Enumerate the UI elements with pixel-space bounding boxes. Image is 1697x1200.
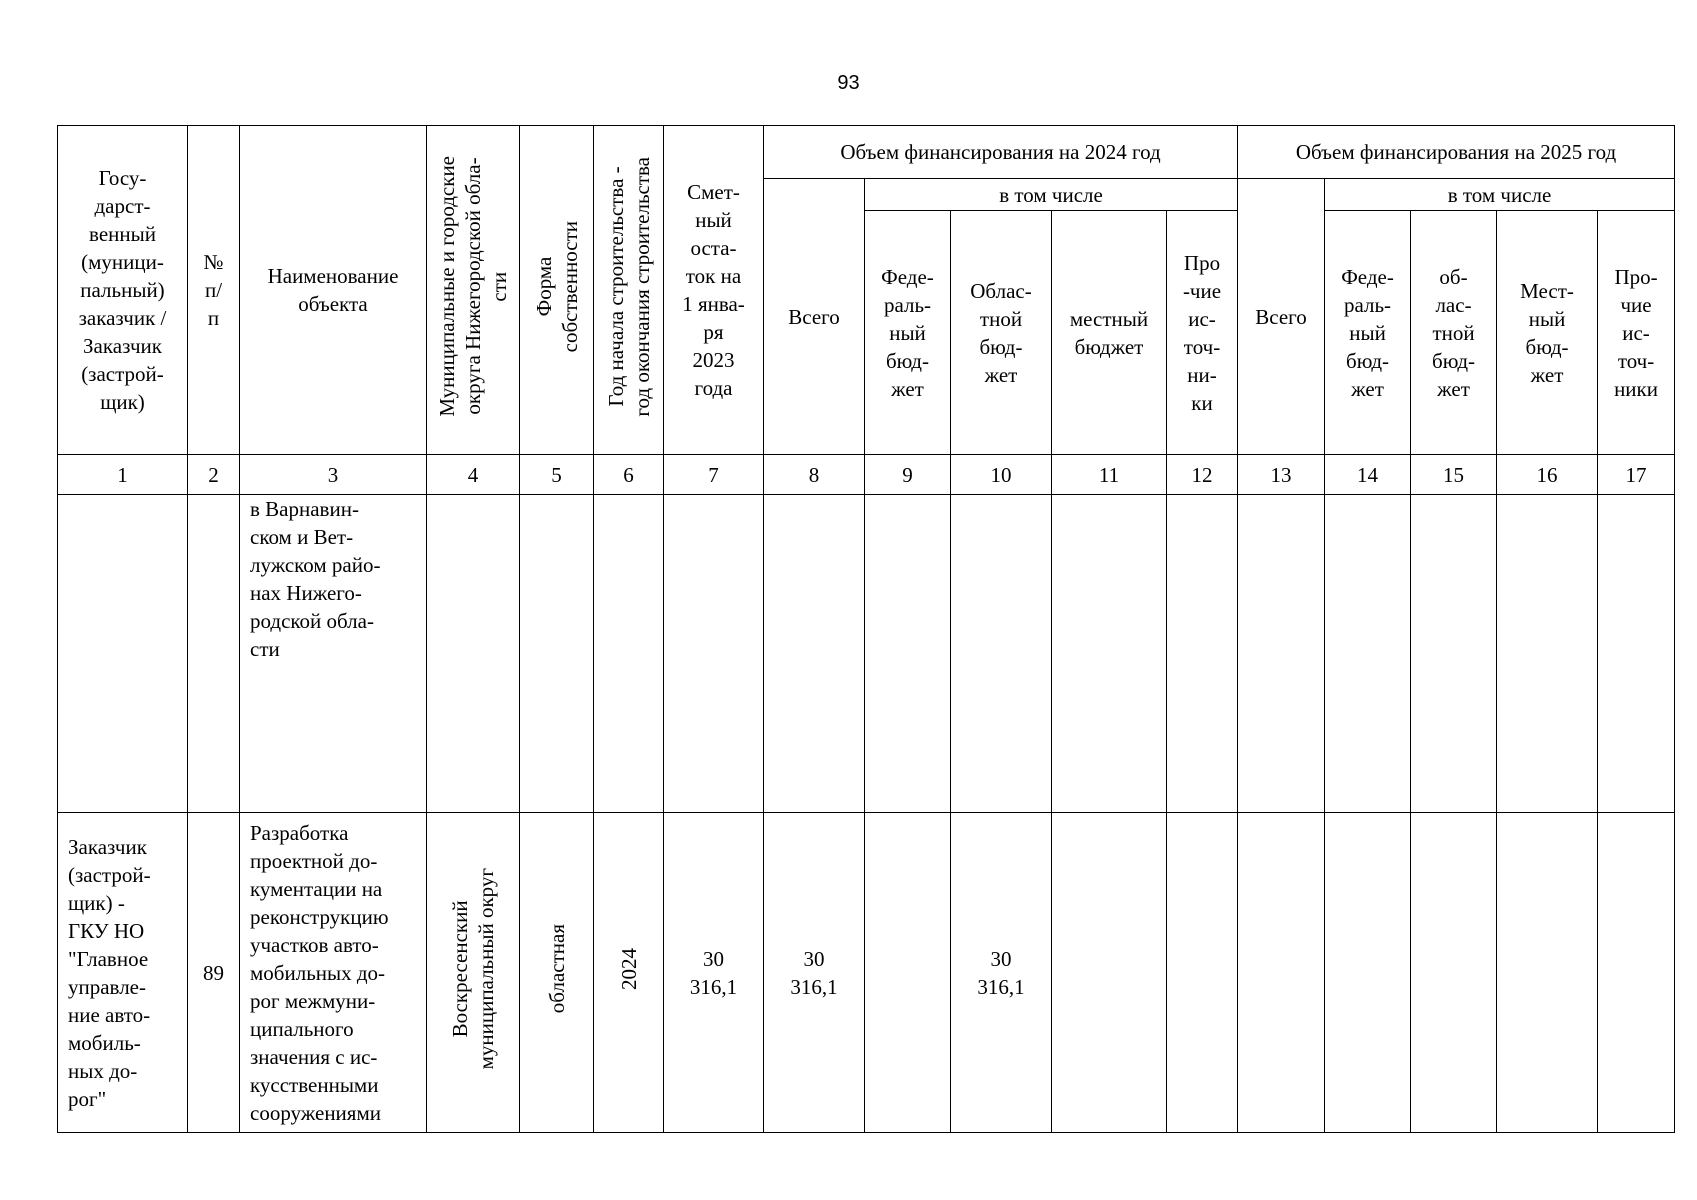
header-total-2025: Всего: [1238, 179, 1325, 455]
header-years-cell: [594, 126, 664, 455]
financing-table: [57, 125, 1675, 1133]
header-ownership-cell: [520, 126, 594, 455]
column-number-row: [58, 455, 1675, 495]
column-number: 5: [520, 455, 594, 495]
cell-municipal: Воскресенский муниципальный округ: [448, 868, 498, 1070]
cell-ownership: [520, 495, 594, 813]
column-number: 6: [594, 455, 664, 495]
header-total-2024: Всего: [764, 179, 865, 455]
cell-loc-2024: [1052, 495, 1167, 813]
cell-oth-2024: [1167, 813, 1238, 1133]
cell-estimate: 30 316,1: [664, 813, 764, 1133]
cell-customer: Заказчик (застрой- щик) - ГКУ НО "Главное управле- ние авто- мобиль- ных до- рог": [58, 813, 188, 1133]
column-number: 12: [1167, 455, 1238, 495]
header-oth-2025: Про- чие ис- точ- ники: [1598, 211, 1675, 455]
cell-years: [594, 495, 664, 813]
column-number: 16: [1497, 455, 1598, 495]
cell-oth-2025: [1598, 813, 1675, 1133]
cell-municipal: [427, 495, 520, 813]
column-number: 1: [58, 455, 188, 495]
column-number: 2: [188, 455, 240, 495]
header-years: Год начала строительства - год окончания строительства: [603, 156, 654, 417]
cell-fed-2024: [865, 813, 951, 1133]
column-number: 9: [865, 455, 951, 495]
cell-customer: [58, 495, 188, 813]
cell-num: 89: [188, 813, 240, 1133]
cell-ownership: областная: [544, 924, 569, 1014]
cell-total-2025: [1238, 813, 1325, 1133]
cell-fed-2025: [1325, 495, 1411, 813]
column-number: 10: [951, 455, 1052, 495]
header-fed-2025: Феде- раль- ный бюд- жет: [1325, 211, 1411, 455]
header-loc-2025: Мест- ный бюд- жет: [1497, 211, 1598, 455]
header-estimate: Смет- ный оста- ток на 1 янва- ря 2023 года: [664, 126, 764, 455]
column-number: 7: [664, 455, 764, 495]
header-loc-2024: местный бюджет: [1052, 211, 1167, 455]
column-number: 3: [240, 455, 427, 495]
header-fin-2025: Объем финансирования на 2025 год: [1238, 126, 1675, 179]
cell-total-2024: [764, 495, 865, 813]
cell-estimate: [664, 495, 764, 813]
cell-total-2025: [1238, 495, 1325, 813]
header-incl-2025: в том числе: [1325, 179, 1675, 211]
header-municipal: Муниципальные и городские округа Нижегородской обла- сти: [435, 156, 511, 417]
cell-num: [188, 495, 240, 813]
cell-oth-2025: [1598, 495, 1675, 813]
cell-reg-2025: [1411, 813, 1497, 1133]
cell-reg-2024: 30 316,1: [951, 813, 1052, 1133]
cell-ownership-wrap: [520, 813, 594, 1133]
cell-reg-2025: [1411, 495, 1497, 813]
header-incl-2024: в том числе: [865, 179, 1238, 211]
cell-oth-2024: [1167, 495, 1238, 813]
header-oth-2024: Про -чие ис- точ- ни- ки: [1167, 211, 1238, 455]
table-row: [58, 495, 1675, 813]
header-reg-2025: об- лас- тной бюд- жет: [1411, 211, 1497, 455]
cell-fed-2025: [1325, 813, 1411, 1133]
cell-total-2024: 30 316,1: [764, 813, 865, 1133]
header-ownership: Форма собственности: [531, 220, 582, 353]
column-number: 8: [764, 455, 865, 495]
cell-object-name: в Варнавин- ском и Вет- лужском райо- нах Нижего- родской обла- сти: [240, 495, 427, 813]
header-customer: Госу- дарст- венный (муници- пальный) заказчик / Заказчик (застрой- щик): [58, 126, 188, 455]
cell-loc-2024: [1052, 813, 1167, 1133]
cell-loc-2025: [1497, 495, 1598, 813]
cell-years: 2024: [616, 948, 641, 990]
header-municipal-cell: [427, 126, 520, 455]
cell-object-name: Разработка проектной до- кументации на реконструкцию участков авто- мобильных до- рог межмуни- ципального значения с ис- кусственными сооружениями: [240, 813, 427, 1133]
table-row: [58, 813, 1675, 1133]
column-number: 15: [1411, 455, 1497, 495]
header-fed-2024: Феде- раль- ный бюд- жет: [865, 211, 951, 455]
page-number: 93: [837, 72, 860, 94]
column-number: 17: [1598, 455, 1675, 495]
header-fin-2024: Объем финансирования на 2024 год: [764, 126, 1238, 179]
column-number: 14: [1325, 455, 1411, 495]
cell-loc-2025: [1497, 813, 1598, 1133]
cell-municipal-wrap: [427, 813, 520, 1133]
cell-reg-2024: [951, 495, 1052, 813]
column-number: 13: [1238, 455, 1325, 495]
cell-fed-2024: [865, 495, 951, 813]
column-number: 4: [427, 455, 520, 495]
header-reg-2024: Облас- тной бюд- жет: [951, 211, 1052, 455]
header-object-name: Наименование объекта: [240, 126, 427, 455]
header-num: № п/ п: [188, 126, 240, 455]
column-number: 11: [1052, 455, 1167, 495]
cell-years-wrap: [594, 813, 664, 1133]
